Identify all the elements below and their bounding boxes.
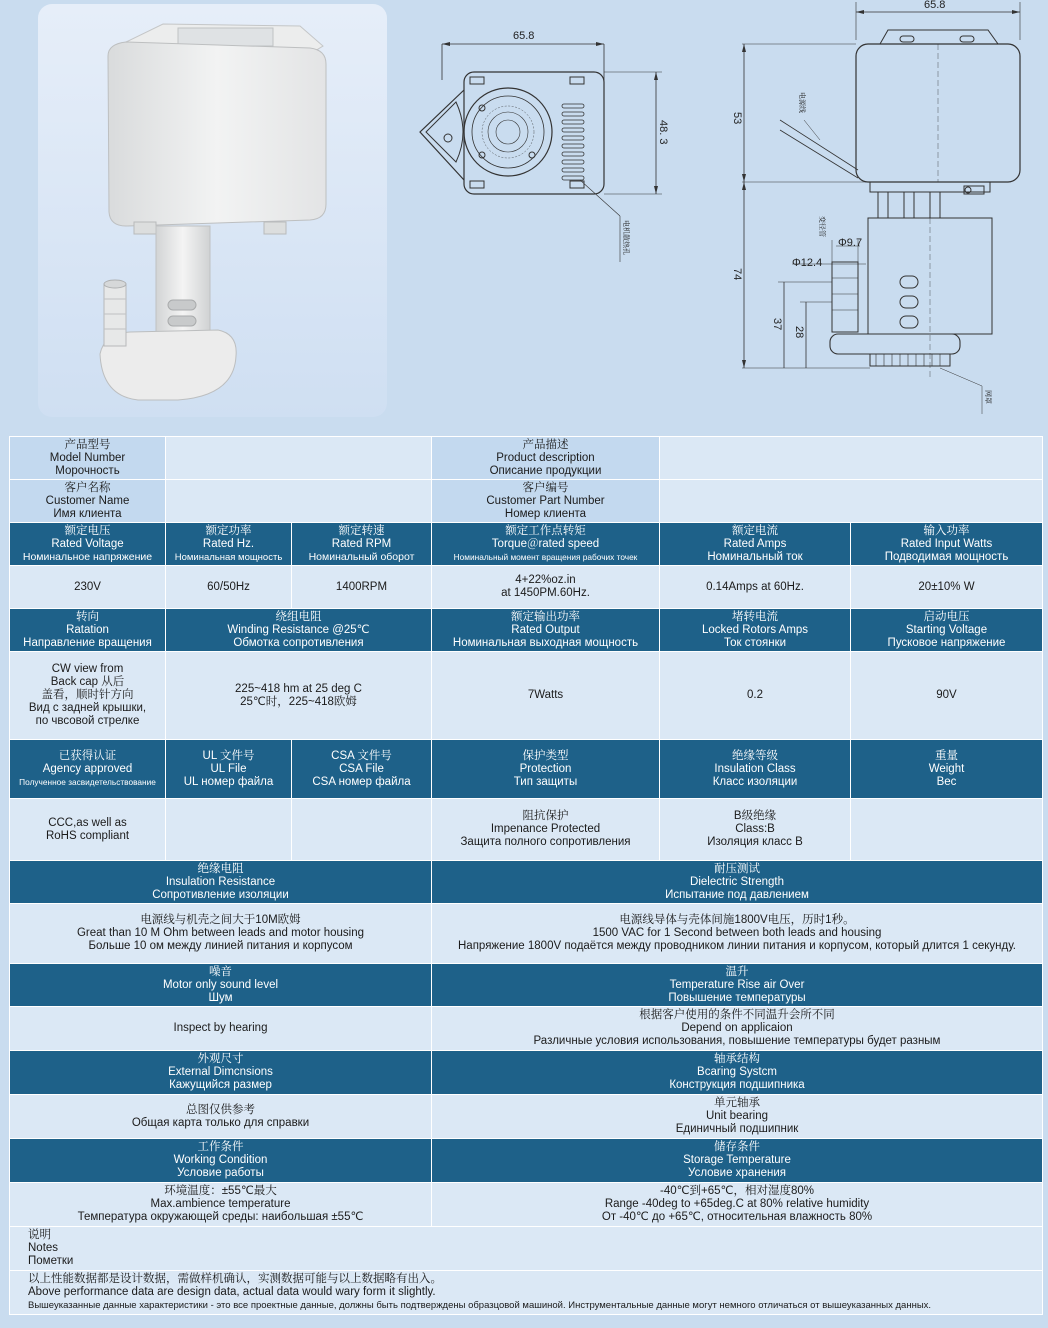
bearing-system-value: 单元轴承 Unit bearing Единичный подшипник — [432, 1095, 1043, 1139]
temperature-rise-header: 温升 Temperature Rise air Over Повышение температуры — [432, 964, 1043, 1007]
motor-vent-label: 电机散热孔 — [622, 220, 630, 255]
model-number-value — [166, 437, 432, 480]
rotation-header: 转向 Ratation Направление вращения — [10, 609, 166, 652]
rated-amps-header: 额定电流 Rated Amps Номинальный ток — [660, 523, 851, 566]
rated-rpm-value: 1400RPM — [292, 566, 432, 609]
table-row — [10, 1095, 1043, 1139]
rated-hz-header: 额定功率 Rated Hz. Номинальная мощность — [166, 523, 292, 566]
input-watts-value: 20±10% W — [851, 566, 1043, 609]
top-height-label: 48. 3 — [657, 120, 669, 145]
locked-rotor-amps-header: 堵转电流 Locked Rotors Amps Ток стоянки — [660, 609, 851, 652]
product-description-label: 产品描述 Product description Описание продукции — [432, 437, 660, 480]
rated-rpm-header: 额定转速 Rated RPM Номинальный оборот — [292, 523, 432, 566]
agency-approved-header: 已获得认证 Agency approved Полученное засвидетельствование — [10, 740, 166, 799]
rated-hz-value: 60/50Hz — [166, 566, 292, 609]
insulation-resistance-value: 电源线与机壳之间大于10M欧姆 Great than 10 M Ohm between leads and motor housing Больше 10 ом между линией питания и корпусом — [10, 904, 432, 964]
h28-label: 28 — [793, 326, 805, 339]
rated-amps-value: 0.14Amps at 60Hz. — [660, 566, 851, 609]
noise-value: Inspect by hearing — [10, 1007, 432, 1051]
rated-output-value: 7Watts — [432, 652, 660, 740]
table-header-row — [10, 609, 1043, 652]
starting-voltage-value: 90V — [851, 652, 1043, 740]
side-view-drawing — [720, 0, 1040, 420]
spec-table — [9, 436, 1043, 1315]
dielectric-strength-value: 电源线导体与壳体间施1800V电压，历时1秒。 1500 VAC for 1 Second between both leads and housing Напряжение 1800V подаётся между проводником линии питания и корпусом, который длится 1 секунду. — [432, 904, 1043, 964]
side-height-total-label: 74 — [731, 268, 743, 281]
csa-file-value — [292, 799, 432, 861]
customer-part-value — [660, 480, 1043, 523]
model-number-label: 产品型号 Model Number Морочность — [10, 437, 166, 480]
water-pump-image — [38, 4, 387, 417]
table-header-row — [10, 964, 1043, 1007]
rotation-value: CW view from Back cap 从后 盖看，顺时针方向 Вид с задней крышки, по чвсовой стрелке — [10, 652, 166, 740]
table-row — [10, 904, 1043, 964]
table-row — [10, 652, 1043, 740]
torque-header: 额定工作点转矩 Torque＠rated speed Номинальный момент вращения рабочих точек — [432, 523, 660, 566]
insulation-class-value: B级绝缘 Class:B Изоляция класс B — [660, 799, 851, 861]
dia-inner-label: Φ9.7 — [838, 237, 863, 249]
winding-resistance-value: 225~418 hm at 25 deg C 25℃时，225~418欧姆 — [166, 652, 432, 740]
insulation-class-header: 绝缘等级 Insulation Class Класс изоляции — [660, 740, 851, 799]
cable-label: 电源线 — [798, 92, 806, 113]
weight-value — [851, 799, 1043, 861]
torque-value: 4+22%oz.in at 1450PM.60Hz. — [432, 566, 660, 609]
storage-temperature-value: -40℃到+65℃，相对湿度80% Range -40deg to +65deg.C at 80% relative humidity От -40℃ до +65℃, относительная влажность 80% — [432, 1183, 1043, 1227]
ul-file-value — [166, 799, 292, 861]
customer-name-value — [166, 480, 432, 523]
table-header-row — [10, 861, 1043, 904]
insulation-resistance-header: 绝缘电阻 Insulation Resistance Сопротивление изоляции — [10, 861, 432, 904]
customer-name-label: 客户名称 Customer Name Имя клиента — [10, 480, 166, 523]
bearing-system-header: 轴承结构 Bcaring Systcm Конструкция подшипника — [432, 1051, 1043, 1095]
input-watts-header: 输入功率 Rated Input Watts Подводимая мощность — [851, 523, 1043, 566]
protection-header: 保护类型 Protection Тип защиты — [432, 740, 660, 799]
rated-voltage-value: 230V — [10, 566, 166, 609]
table-row — [10, 1007, 1043, 1051]
temperature-rise-value: 根据客户使用的条件不同温升会所不同 Depend on applicaion Различные условия использования, повышение температуры будет разным — [432, 1007, 1043, 1051]
table-row — [10, 799, 1043, 861]
rated-output-header: 额定输出功率 Rated Output Номинальная выходная мощность — [432, 609, 660, 652]
storage-temperature-header: 储存条件 Storage Temperature Условие хранения — [432, 1139, 1043, 1183]
locked-rotor-amps-value: 0.2 — [660, 652, 851, 740]
starting-voltage-header: 启动电压 Starting Voltage Пусковое напряжение — [851, 609, 1043, 652]
dielectric-strength-header: 耐压测试 Dielectric Strength Испытание под давлением — [432, 861, 1043, 904]
product-photo — [38, 4, 387, 417]
mesh-label: 网罩 — [984, 390, 992, 404]
footer-row — [10, 1271, 1043, 1315]
winding-resistance-header: 绕组电阻 Winding Resistance @25℃ Обмотка сопротивления — [166, 609, 432, 652]
table-row — [10, 437, 1043, 480]
product-description-value — [660, 437, 1043, 480]
notes-row — [10, 1227, 1043, 1271]
noise-header: 噪音 Motor only sound level Шум — [10, 964, 432, 1007]
table-header-row — [10, 1051, 1043, 1095]
pipe-label: 变径管 — [818, 216, 826, 237]
table-row — [10, 480, 1043, 523]
working-condition-value: 环境温度：±55℃最大 Max.ambience temperature Температура окружающей среды: наибольшая ±55℃ — [10, 1183, 432, 1227]
table-row — [10, 566, 1043, 609]
customer-part-label: 客户编号 Customer Part Number Номер клиента — [432, 480, 660, 523]
footer-note: 以上性能数据都是设计数据，需做样机确认，实测数据可能与以上数据略有出入。 Above performance data are design data, actual data would wary form it slightly. Вышеуказанные данные характеристики - это все проектные данные, должны быть подтверждены образцовой машиной. Инструментальные данные могут немного отличаться от вышеуказанных данных. — [10, 1271, 1043, 1315]
h37-label: 37 — [771, 318, 783, 331]
table-row — [10, 1183, 1043, 1227]
csa-file-header: CSA 文件号 CSA File CSA номер файла — [292, 740, 432, 799]
table-header-row — [10, 740, 1043, 799]
side-height-top-label: 53 — [731, 112, 743, 125]
external-dimensions-value: 总图仅供参考 Общая карта только для справки — [10, 1095, 432, 1139]
ul-file-header: UL 文件号 UL File UL номер файла — [166, 740, 292, 799]
top-view-drawing — [410, 20, 670, 280]
side-width-label: 65.8 — [924, 0, 946, 11]
agency-approved-value: CCC,as well as RoHS compliant — [10, 799, 166, 861]
dia-outer-label: Φ12.4 — [792, 257, 823, 269]
protection-value: 阻抗保护 Impenance Protected Защита полного сопротивления — [432, 799, 660, 861]
weight-header: 重量 Weight Вес — [851, 740, 1043, 799]
top-width-label: 65.8 — [513, 30, 535, 42]
table-header-row — [10, 523, 1043, 566]
table-header-row — [10, 1139, 1043, 1183]
notes-label: 说明 Notes Пометки — [10, 1227, 1043, 1271]
rated-voltage-header: 额定电压 Rated Voltage Номинальное напряжение — [10, 523, 166, 566]
external-dimensions-header: 外观尺寸 External Dimcnsions Кажущийся размер — [10, 1051, 432, 1095]
working-condition-header: 工作条件 Working Condition Условие работы — [10, 1139, 432, 1183]
